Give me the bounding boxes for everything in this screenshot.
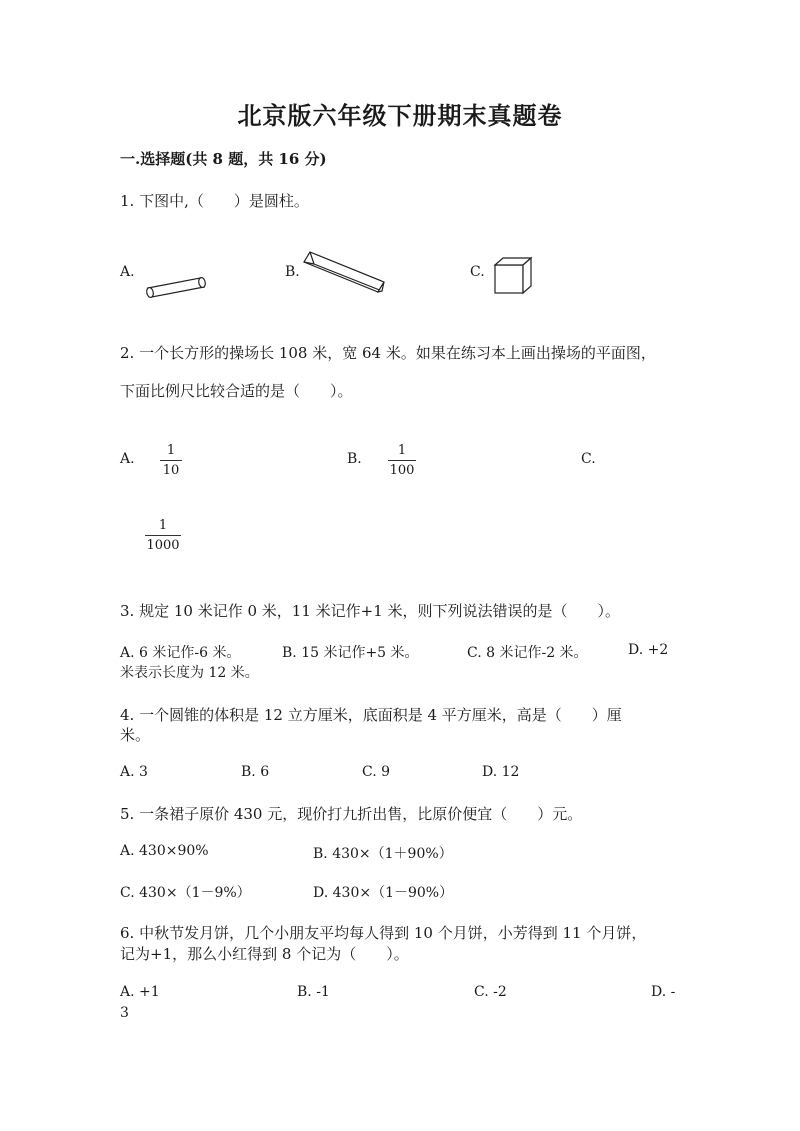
question-2-option-a-fraction (160, 444, 182, 477)
question-1-option-a-label: A. (120, 264, 135, 280)
question-6-stem-line2: 记为+1，那么小红得到 8 个记为（ ）。 (120, 945, 409, 963)
page-title: 北京版六年级下册期末真题卷 (237, 101, 563, 130)
fraction-denominator: 10 (162, 463, 180, 478)
question-3-option-d: D. +2 (628, 642, 669, 658)
question-5-option-a: A. 430×90% (120, 843, 209, 859)
question-1-option-c-label: C. (470, 264, 485, 280)
question-6-stem-line1: 6. 中秋节发月饼，几个小朋友平均每人得到 10 个月饼，小芳得到 11 个月饼， (120, 924, 647, 942)
question-2-option-c-label: C. (581, 451, 596, 467)
question-4-option-a: A. 3 (120, 764, 148, 780)
question-4-option-d: D. 12 (482, 764, 520, 780)
cylinder-icon (142, 272, 212, 298)
question-2-stem-line2: 下面比例尺比较合适的是（ ）。 (120, 382, 353, 400)
question-6-option-a: A. +1 (120, 984, 160, 1000)
question-2-option-b-fraction (388, 444, 416, 477)
triangular-prism-icon (302, 248, 388, 296)
question-3-option-d-continued: 米表示长度为 12 米。 (120, 665, 259, 681)
question-2-option-c-fraction (145, 519, 181, 552)
question-5-option-d: D. 430×（1－90%） (313, 885, 454, 901)
cube-icon (493, 256, 533, 296)
question-6-option-b: B. -1 (297, 984, 330, 1000)
question-4-option-c: C. 9 (362, 764, 391, 780)
question-2-stem-line1: 2. 一个长方形的操场长 108 米，宽 64 米。如果在练习本上画出操场的平面图， (120, 344, 656, 362)
question-2-option-b-label: B. (347, 451, 362, 467)
question-1-stem: 1. 下图中,（ ）是圆柱。 (120, 192, 309, 210)
section-heading: 一.选择题(共 8 题，共 16 分) (120, 150, 327, 168)
question-5-option-c: C. 430×（1－9%） (120, 885, 251, 901)
fraction-denominator: 100 (389, 463, 415, 478)
fraction-numerator: 1 (166, 443, 176, 458)
fraction-denominator: 1000 (146, 538, 180, 553)
fraction-numerator: 1 (158, 518, 168, 533)
question-2-option-a-label: A. (120, 451, 135, 467)
question-6-option-c: C. -2 (474, 984, 507, 1000)
question-5-option-b: B. 430×（1＋90%） (313, 846, 453, 862)
question-4-stem-line2: 米。 (120, 726, 151, 744)
question-3-option-a: A. 6 米记作-6 米。 (120, 645, 241, 661)
question-4-option-b: B. 6 (241, 764, 270, 780)
fraction-numerator: 1 (397, 443, 407, 458)
question-5-stem: 5. 一条裙子原价 430 元，现价打九折出售，比原价便宜（ ）元。 (120, 805, 583, 823)
question-6-option-d-continued: 3 (120, 1005, 129, 1021)
question-6-option-d: D. - (651, 984, 676, 1000)
question-4-stem-line1: 4. 一个圆锥的体积是 12 立方厘米，底面积是 4 平方厘米，高是（ ）厘 (120, 706, 622, 724)
question-3-stem: 3. 规定 10 米记作 0 米，11 米记作+1 米，则下列说法错误的是（ ）。 (120, 602, 621, 620)
question-1-option-b-label: B. (285, 264, 300, 280)
question-3-option-c: C. 8 米记作-2 米。 (467, 645, 588, 661)
question-3-option-b: B. 15 米记作+5 米。 (282, 645, 419, 661)
